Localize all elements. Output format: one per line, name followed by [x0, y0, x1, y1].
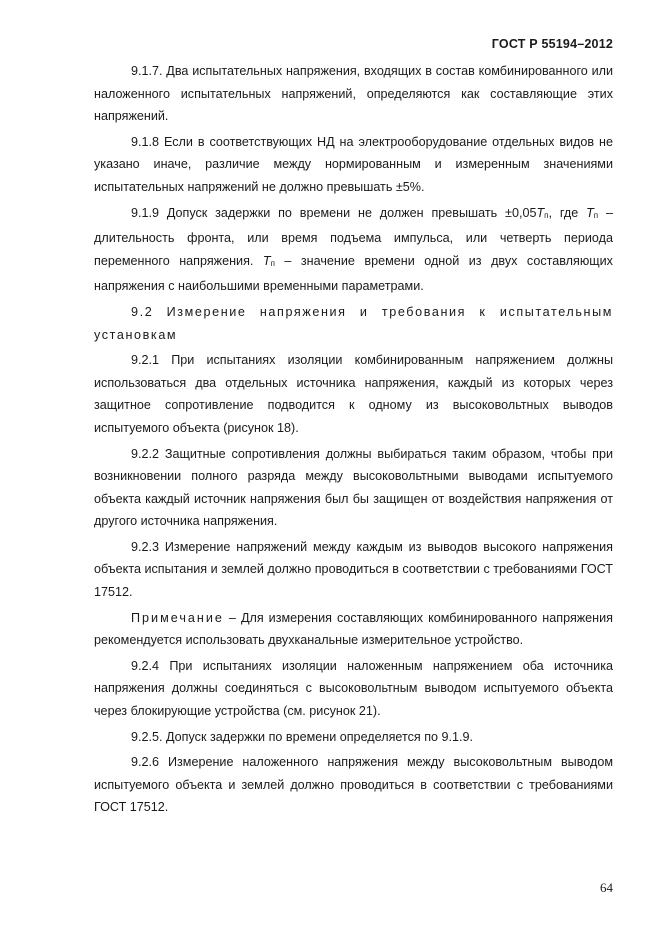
text-run: – длительность фронта, или время подъема импульса, или четверть периода переменного напряжения.: [94, 205, 613, 268]
note: [94, 607, 613, 652]
symbol-t: T: [262, 253, 271, 268]
paragraph-9-1-8: 9.1.8 Если в соответствующих НД на электрооборудование отдельных видов не указано иначе, различие между нормированным и измеренным значениями испытательных напряжений не должно превышать ±5%.: [94, 134, 613, 194]
subscript: п: [593, 210, 599, 220]
section-heading-9-2: 9.2 Измерение напряжения и требования к испытательным установкам: [94, 304, 613, 342]
subscript: п: [544, 210, 549, 220]
document-body: [94, 60, 613, 822]
text-run: , где: [548, 205, 587, 220]
paragraph-9-2-6: 9.2.6 Измерение наложенного напряжения между высоковольтным выводом испытуемого объекта и землей должно проводиться в соответствии с требованиями ГОСТ 17512.: [94, 755, 613, 815]
paragraph-9-1-9: [94, 202, 613, 298]
paragraph-9-2-3: 9.2.3 Измерение напряжений между каждым из выводов высокого напряжения объекта испытания и землей должно проводиться в соответствии с требованиями ГОСТ 17512.: [94, 539, 613, 600]
page-number: 64: [600, 880, 613, 895]
note-text: – Для измерения составляющих комбинированного напряжения рекомендуется использовать двухканальные измерительное устройство.: [94, 610, 613, 648]
document-header: ГОСТ Р 55194–2012: [491, 37, 613, 51]
paragraph-9-2-2: 9.2.2 Защитные сопротивления должны выбираться таким образом, чтобы при возникновении полного разряда между высоковольтными выводами испытуемого объекта каждый источник напряжения был бы защищен от воздействия напряжения от другого источника напряжения.: [94, 446, 613, 529]
text-run: – значение времени одной из двух составляющих напряжения с наибольшими временными параметрами.: [94, 253, 613, 294]
note-label: Примечание: [131, 610, 224, 625]
paragraph-9-2-1: 9.2.1 При испытаниях изоляции комбинированным напряжением должны использоваться два отдельных источника напряжения, каждый из которых через защитное сопротивление подводится к одному из высоковольтных выводов испытуемого объекта (рисунок 18).: [94, 353, 613, 435]
paragraph-9-2-5: 9.2.5. Допуск задержки по времени определяется по 9.1.9.: [131, 729, 474, 744]
paragraph-9-2-4: 9.2.4 При испытаниях изоляции наложенным напряжением оба источника напряжения должны соединяться с высоковольтным выводом испытуемого объекта через блокирующие устройства (см. рисунок 21).: [94, 658, 613, 719]
subscript: п: [270, 258, 275, 268]
symbol-t: T: [536, 205, 545, 220]
symbol-t: T: [586, 205, 594, 220]
paragraph-9-1-7: 9.1.7. Два испытательных напряжения, входящих в состав комбинированного или наложенного испытательных напряжений, определяются как составляющие этих напряжений.: [94, 64, 613, 124]
text-run: 9.1.9 Допуск задержки по времени не должен превышать ±0,05: [131, 205, 537, 220]
